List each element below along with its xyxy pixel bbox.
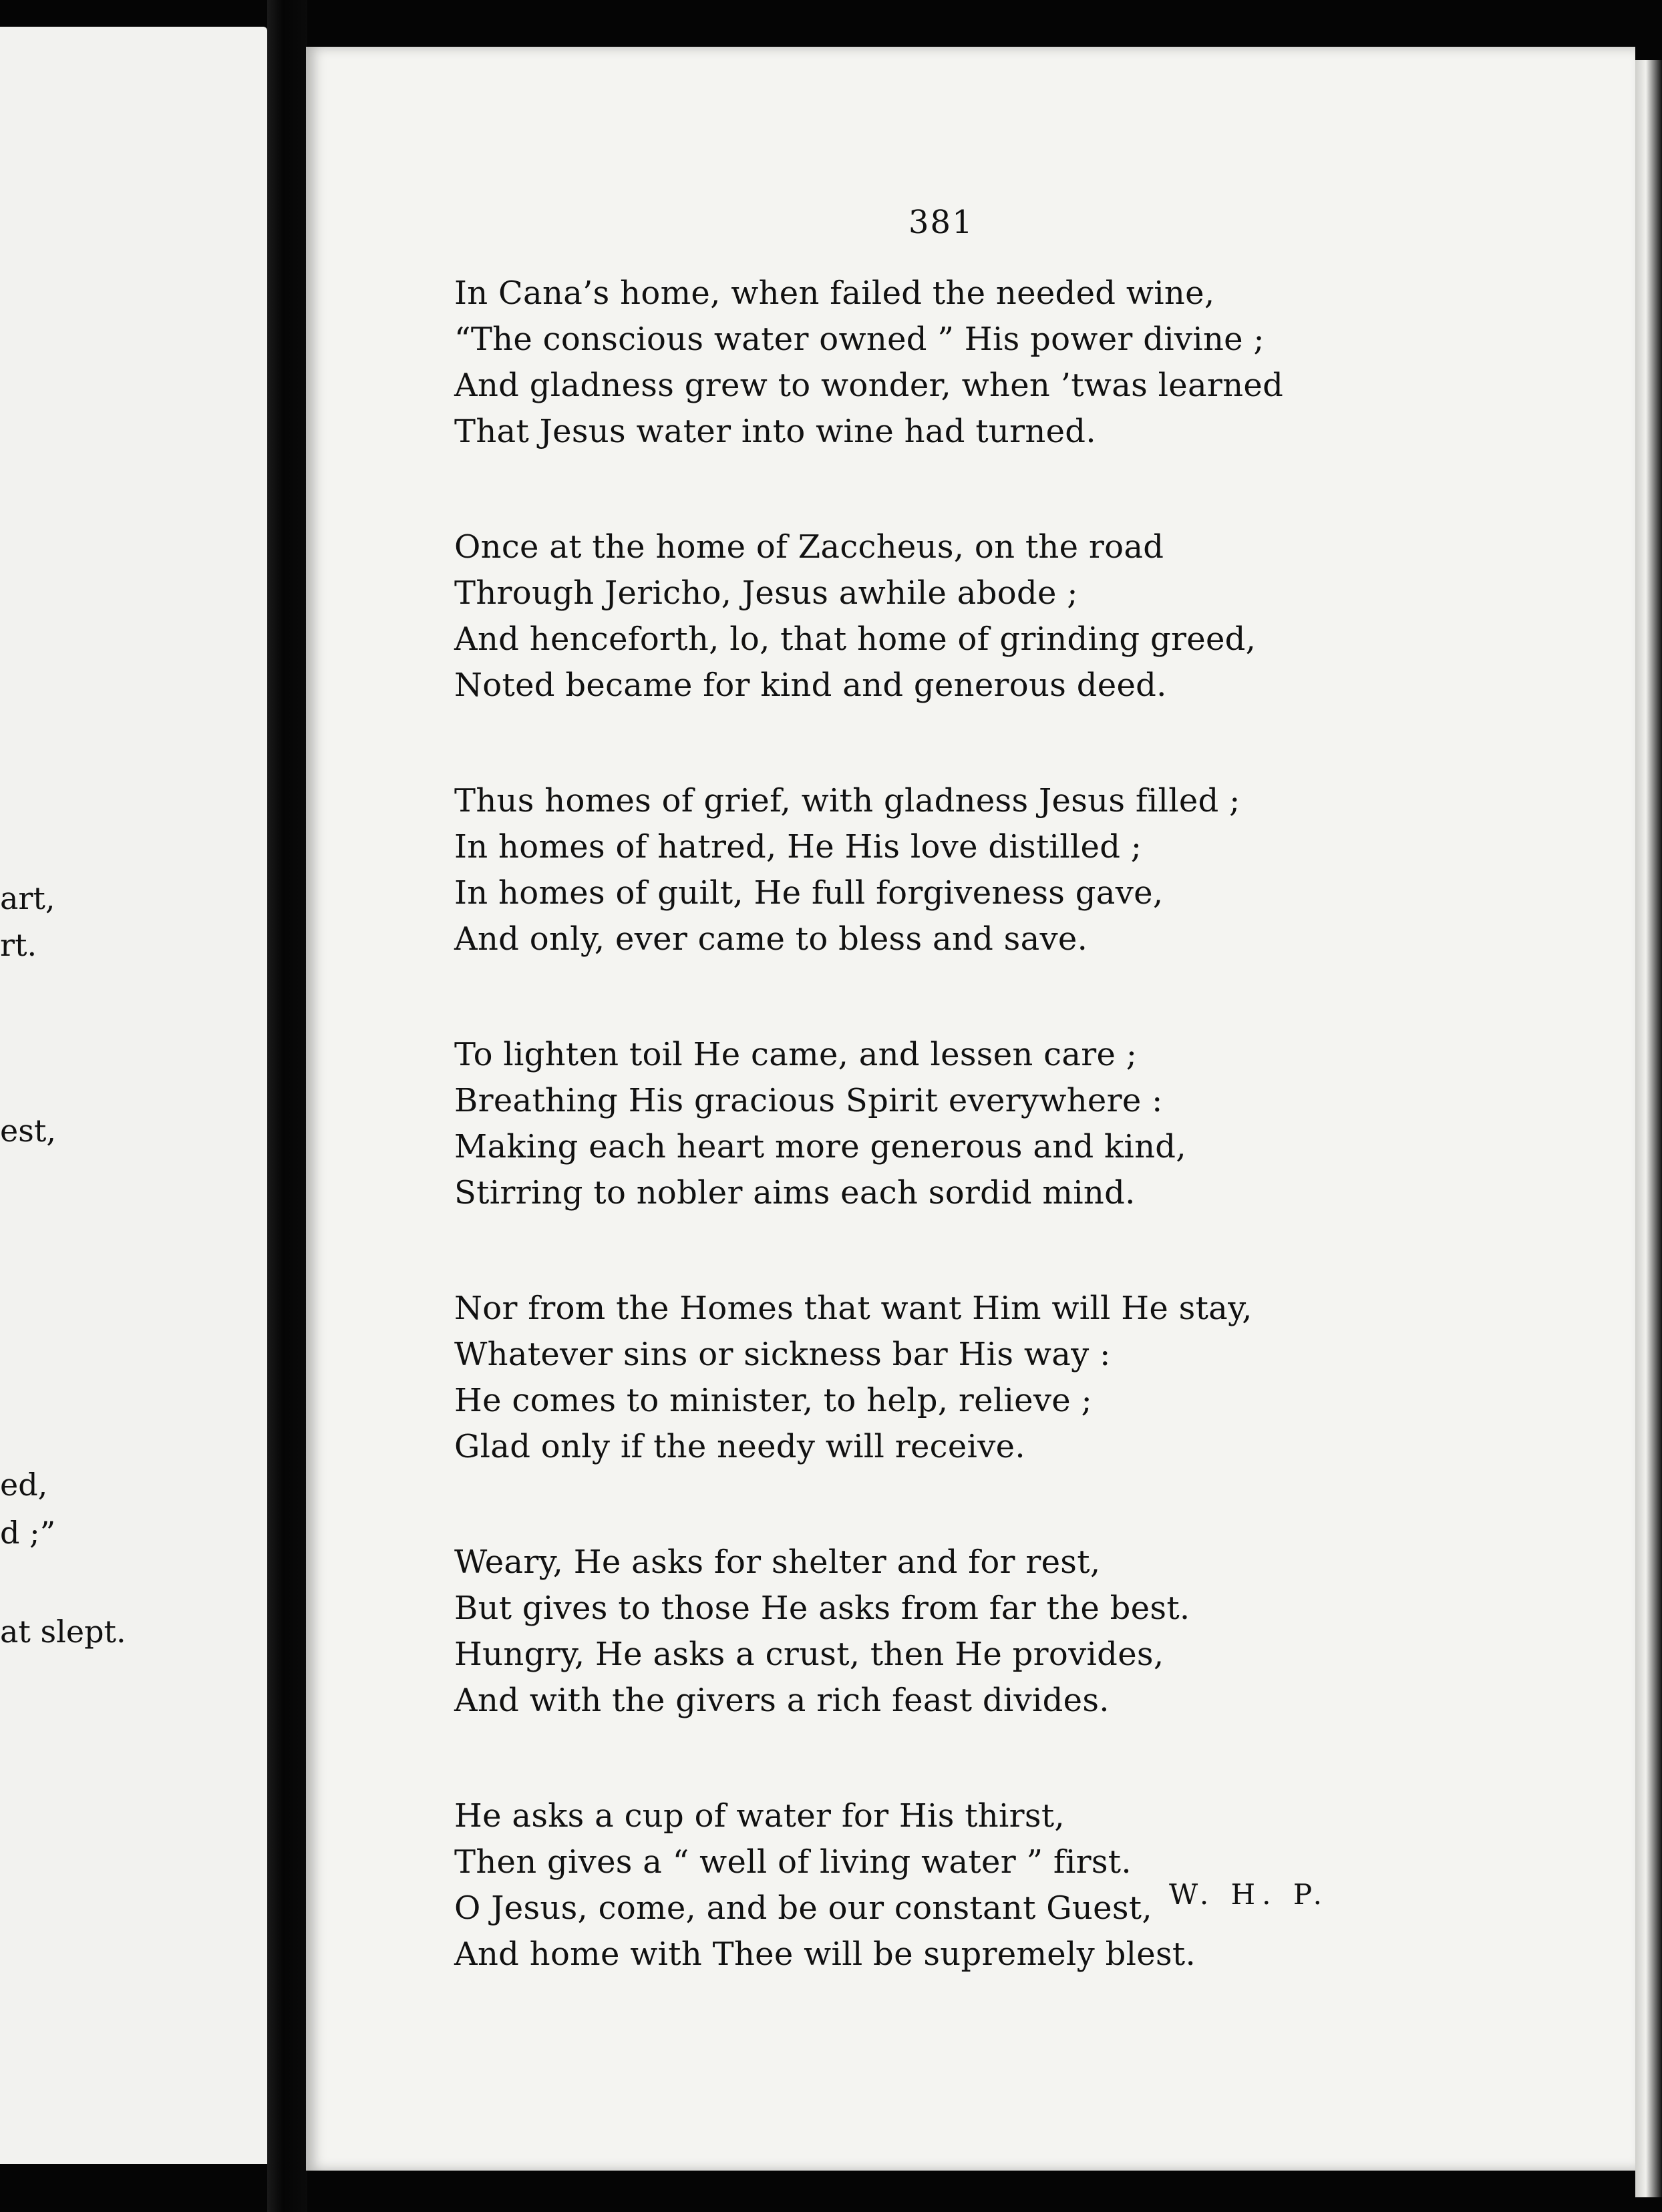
stanza [454,1032,1336,1216]
left-page-fragment: est, [0,1113,56,1149]
poem-line: Weary, He asks for shelter and for rest, [454,1543,1101,1581]
left-page-fragment: at slept. [0,1614,126,1650]
poem-line: Hungry, He asks a crust, then He provides, [454,1636,1164,1673]
left-page-fragment: ed, [0,1467,48,1503]
stanza [454,778,1336,962]
poem-line: And only, ever came to bless and save. [454,920,1088,958]
poem-line: But gives to those He asks from far the best. [454,1590,1190,1627]
poem-line: In Cana’s home, when failed the needed wine, [454,274,1215,312]
poem-body [454,270,1336,2047]
stanza [454,1286,1336,1470]
poem-line: Stirring to nobler aims each sordid mind. [454,1174,1136,1212]
poem-line: Glad only if the needy will receive. [454,1428,1025,1465]
poem-line: To lighten toil He came, and lessen care ; [454,1036,1138,1073]
left-page-fragment: d ;” [0,1515,56,1551]
poem-line: And home with Thee will be supremely blest. [454,1936,1196,1973]
left-facing-page [0,27,267,2164]
stanza [454,524,1336,709]
poem-line: Then gives a “ well of living water ” first. [454,1843,1132,1881]
poem-line: Nor from the Homes that want Him will He stay, [454,1290,1253,1327]
poem-line: Making each heart more generous and kind, [454,1128,1186,1165]
poem-line: That Jesus water into wine had turned. [454,413,1096,450]
author-signature: W. H. P. [1169,1878,1329,1911]
left-page-fragment: rt. [0,927,37,963]
stanza [454,1539,1336,1724]
poem-line: Once at the home of Zaccheus, on the road [454,528,1164,566]
poem-line: He asks a cup of water for His thirst, [454,1797,1065,1835]
poem-line: Thus homes of grief, with gladness Jesus filled ; [454,782,1240,819]
poem-line: “The conscious water owned ” His power divine ; [454,321,1265,358]
left-page-fragment: art, [0,880,55,916]
poem-line: And with the givers a rich feast divides. [454,1682,1110,1719]
poem-line: And henceforth, lo, that home of grinding greed, [454,620,1257,658]
poem-line: In homes of guilt, He full forgiveness gave, [454,874,1164,912]
page-number: 381 [908,204,974,241]
poem-line: He comes to minister, to help, relieve ; [454,1382,1092,1419]
poem-line: Whatever sins or sickness bar His way : [454,1336,1111,1373]
poem-line: O Jesus, come, and be our constant Guest, [454,1889,1152,1927]
poem-line: Through Jericho, Jesus awhile abode ; [454,574,1078,612]
stanza [454,270,1336,455]
book-gutter [267,0,307,2212]
poem-line: Breathing His gracious Spirit everywhere : [454,1082,1163,1119]
page-edge [1635,60,1662,2197]
poem-line: And gladness grew to wonder, when ’twas learned [454,367,1284,404]
poem-line: Noted became for kind and generous deed. [454,667,1167,704]
poem-line: In homes of hatred, He His love distilled ; [454,828,1142,866]
